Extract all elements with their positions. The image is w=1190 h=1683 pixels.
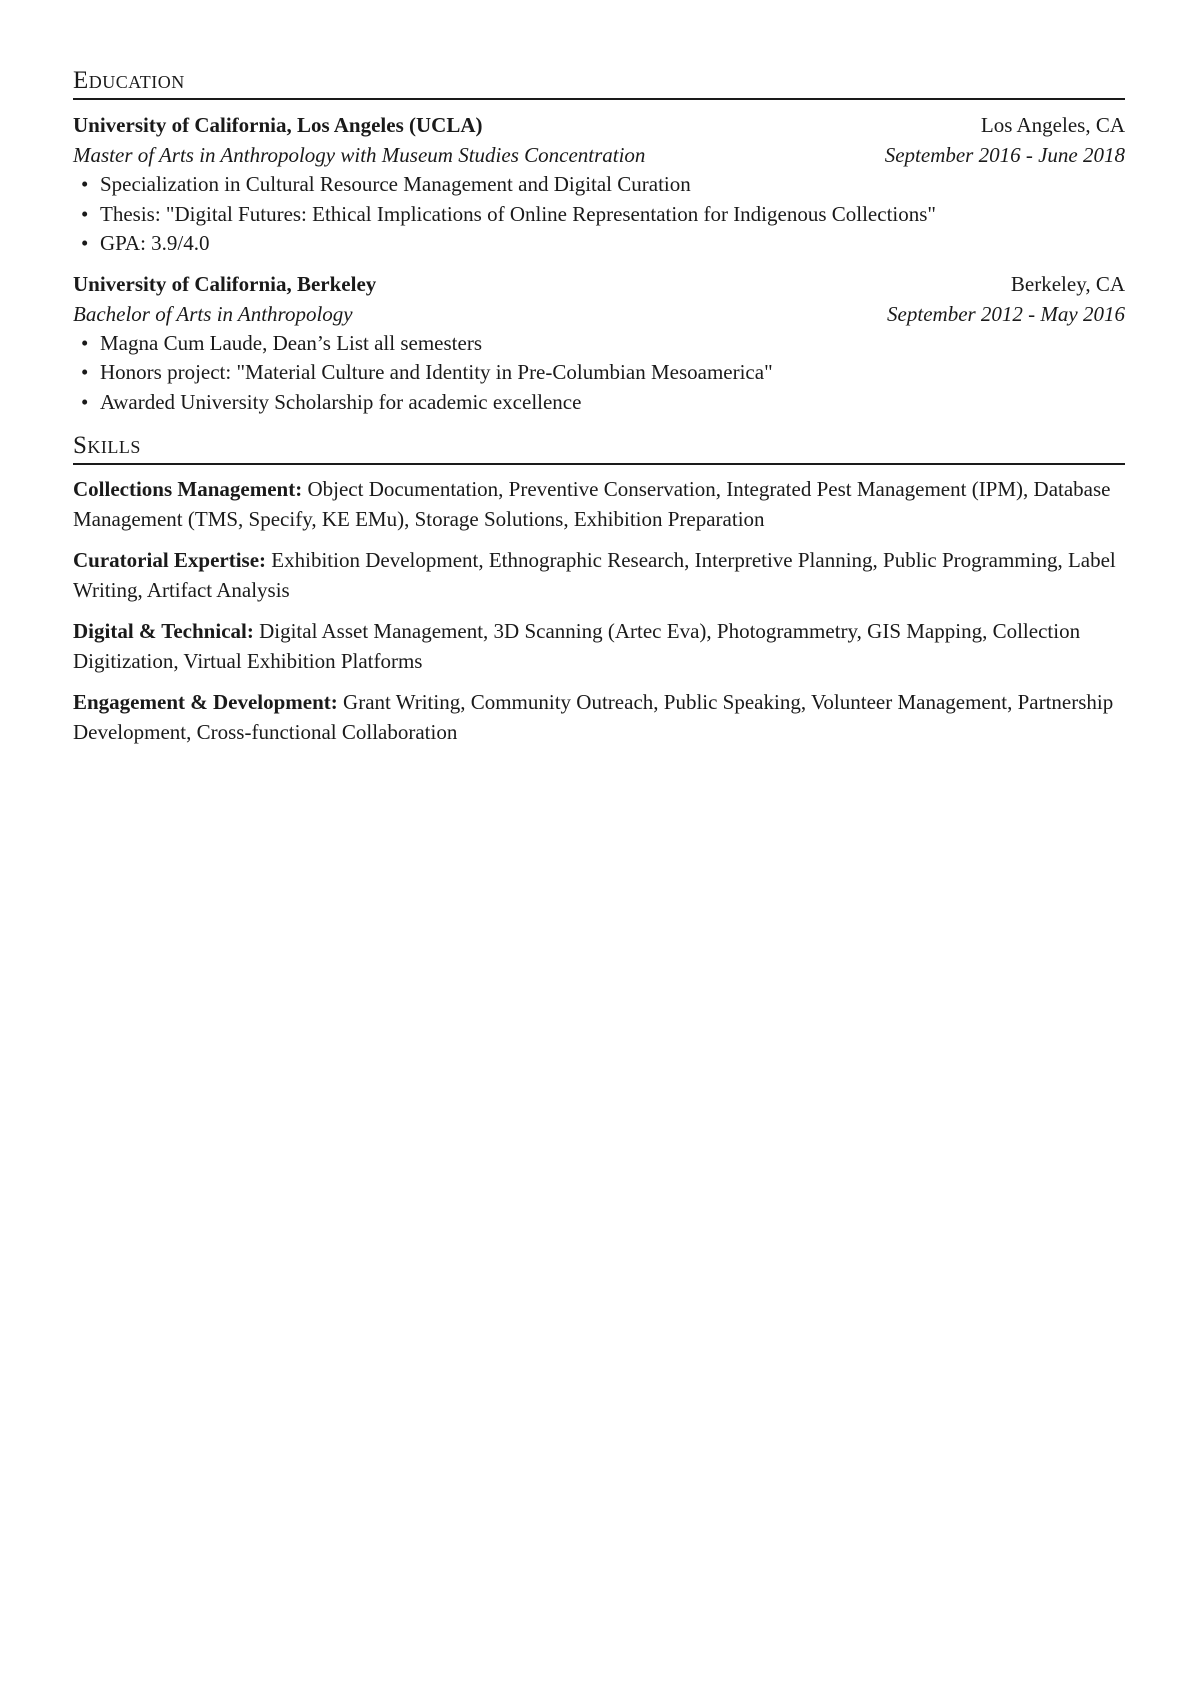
skill-label: Collections Management: xyxy=(73,477,303,501)
education-heading: Education xyxy=(73,66,1125,100)
bullet-icon: • xyxy=(81,389,89,414)
bullet-icon: • xyxy=(81,201,89,226)
list-item: • Thesis: "Digital Futures: Ethical Implications of Online Representation for Indigenous Collections" xyxy=(73,200,1125,230)
bullet-icon: • xyxy=(81,330,89,355)
skill-item-curatorial xyxy=(73,546,1125,605)
skills-heading: Skills xyxy=(73,431,1125,465)
entry-degree-row xyxy=(73,140,1125,170)
institution-location: Berkeley, CA xyxy=(1010,271,1125,296)
skill-text: Digital Asset Management, 3D Scanning (Artec Eva), Photogrammetry, GIS Mapping, Collection Digitization, Virtual Exhibition Platforms xyxy=(73,619,1081,673)
skill-item-engagement xyxy=(73,688,1125,747)
degree-title: Master of Arts in Anthropology with Museum Studies Concentration xyxy=(73,143,646,167)
institution-location: Los Angeles, CA xyxy=(980,113,1125,137)
degree-dates: September 2016 - June 2018 xyxy=(884,143,1125,167)
education-entry-ucla xyxy=(73,110,1125,259)
degree-dates: September 2012 - May 2016 xyxy=(887,301,1125,326)
list-item: • Honors project: "Material Culture and Identity in Pre-Columbian Mesoamerica" xyxy=(73,358,1125,388)
education-entry-berkeley xyxy=(73,269,1125,418)
entry-bullet-list xyxy=(73,329,1125,418)
degree-title: Bachelor of Arts in Anthropology xyxy=(73,301,353,326)
skill-text: Exhibition Development, Ethnographic Research, Interpretive Planning, Public Programming, Label Writing, Artifact Analysis xyxy=(73,548,1116,602)
entry-bullet-list xyxy=(73,170,1125,259)
skill-label: Digital & Technical: xyxy=(73,619,254,643)
entry-header-row xyxy=(73,110,1125,140)
list-item: • Awarded University Scholarship for academic excellence xyxy=(73,388,1125,418)
skill-label: Curatorial Expertise: xyxy=(73,548,267,572)
resume-page xyxy=(73,66,1125,759)
education-section xyxy=(73,66,1125,417)
skill-item-collections xyxy=(73,475,1125,534)
bullet-icon: • xyxy=(81,172,89,196)
list-item: • Magna Cum Laude, Dean’s List all semesters xyxy=(73,329,1125,359)
list-item: • GPA: 3.9/4.0 xyxy=(73,229,1125,259)
institution-name: University of California, Berkeley xyxy=(73,271,377,296)
institution-name: University of California, Los Angeles (UCLA) xyxy=(73,113,483,137)
entry-degree-row xyxy=(73,299,1125,329)
skill-text: Grant Writing, Community Outreach, Public Speaking, Volunteer Management, Partnership Development, Cross-functional Collaboration xyxy=(73,690,1114,744)
skills-list xyxy=(73,475,1125,747)
skill-item-digital xyxy=(73,617,1125,676)
skills-section xyxy=(73,431,1125,747)
bullet-icon: • xyxy=(81,231,89,255)
skill-label: Engagement & Development: xyxy=(73,690,338,714)
list-item: • Specialization in Cultural Resource Management and Digital Curation xyxy=(73,170,1125,200)
bullet-icon: • xyxy=(81,360,89,384)
entry-header-row xyxy=(73,269,1125,299)
skill-text: Object Documentation, Preventive Conservation, Integrated Pest Management (IPM), Database Management (TMS, Specify, KE EMu), Storage Solutions, Exhibition Preparation xyxy=(73,477,1111,531)
